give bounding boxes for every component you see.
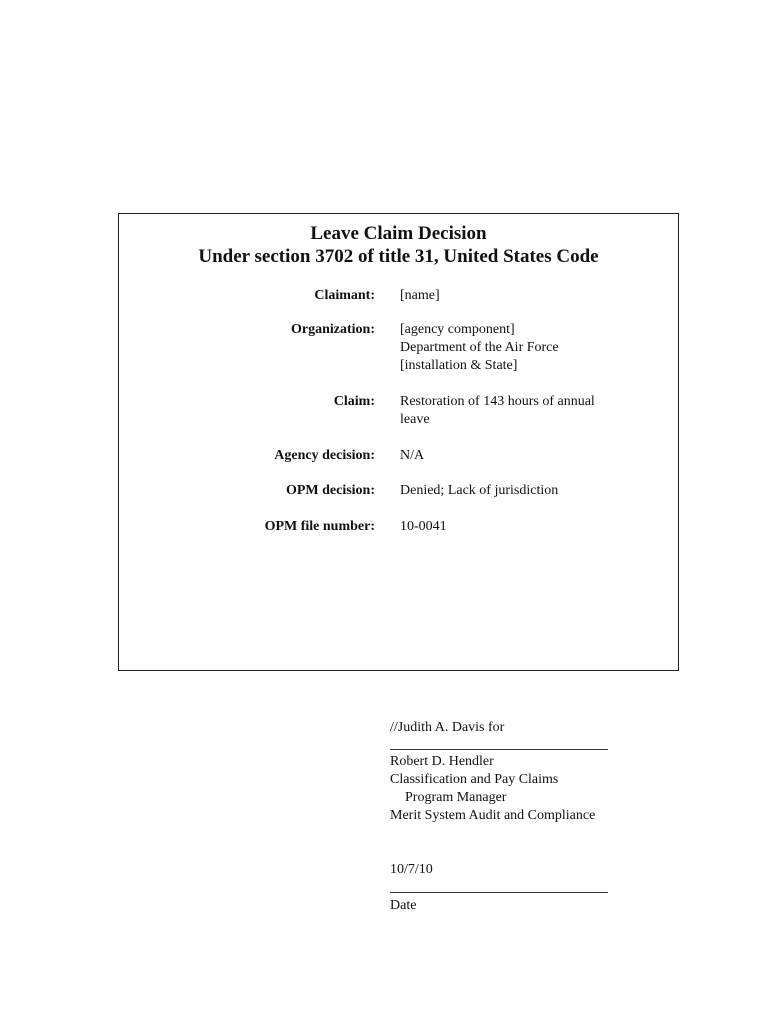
claimant-value-line: [name] bbox=[400, 288, 440, 303]
signer-name: Robert D. Hendler bbox=[390, 754, 494, 769]
signer-office: Merit System Audit and Compliance bbox=[390, 808, 596, 823]
agency-decision-value-line: N/A bbox=[400, 448, 425, 463]
decision-date: 10/7/10 bbox=[390, 862, 433, 877]
signature-line bbox=[390, 749, 608, 750]
claimant-value bbox=[400, 287, 630, 305]
opm-decision-value bbox=[400, 482, 630, 500]
signer-title-line1: Classification and Pay Claims bbox=[390, 772, 559, 787]
date-line bbox=[390, 892, 608, 893]
organization-value-line: [installation & State] bbox=[400, 358, 518, 373]
signed-by: //Judith A. Davis for bbox=[390, 720, 505, 735]
agency-decision-value bbox=[400, 447, 630, 465]
signer-title-line2: Program Manager bbox=[405, 790, 507, 805]
organization-value-line: Department of the Air Force bbox=[400, 340, 559, 355]
signature-block bbox=[390, 753, 595, 825]
opm-decision-value-line: Denied; Lack of jurisdiction bbox=[400, 483, 559, 498]
organization-value bbox=[400, 321, 630, 375]
document-subtitle: Under section 3702 of title 31, United States Code bbox=[198, 246, 599, 267]
opm-file-number-value-line: 10-0041 bbox=[400, 519, 447, 534]
agency-decision-label: Agency decision: bbox=[274, 448, 375, 463]
decision-summary-box bbox=[118, 213, 679, 671]
document-title: Leave Claim Decision bbox=[310, 223, 487, 244]
claim-value bbox=[400, 393, 630, 429]
organization-value-line: [agency component] bbox=[400, 322, 515, 337]
opm-file-number-value bbox=[400, 518, 630, 536]
claim-label: Claim: bbox=[333, 394, 375, 409]
claim-value-line: leave bbox=[400, 412, 430, 427]
claimant-label: Claimant: bbox=[314, 288, 375, 303]
opm-decision-label: OPM decision: bbox=[285, 483, 375, 498]
organization-label: Organization: bbox=[291, 322, 375, 337]
opm-file-number-label: OPM file number: bbox=[264, 519, 375, 534]
claim-value-line: Restoration of 143 hours of annual bbox=[400, 394, 595, 409]
date-label: Date bbox=[390, 898, 417, 913]
